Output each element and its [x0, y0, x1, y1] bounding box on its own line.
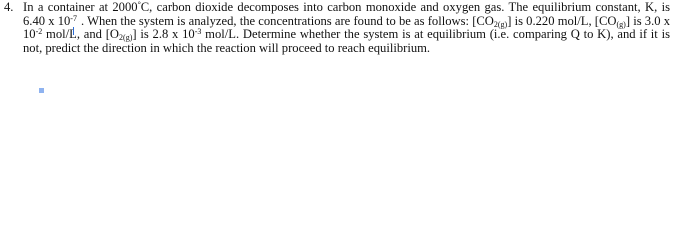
- question-block: [4, 1, 670, 55]
- question-text-part: C, carbon dioxide decomposes into carbon monoxide and oxygen gas. The equilibrium constant, K, is 6.40 x 10: [23, 0, 670, 28]
- o2-exponent: -3: [194, 27, 202, 37]
- question-text-part: ] is 3.0 x 10: [23, 13, 671, 42]
- k-exponent: -7: [70, 13, 77, 23]
- question-text-part: . When the system is analyzed, the concentrations are found to be as follows: [CO: [80, 13, 494, 28]
- question-number: 4.: [4, 0, 14, 14]
- co-state-subscript: (g): [616, 19, 626, 29]
- question-text: [23, 1, 670, 55]
- co2-state-subscript: 2(g): [493, 19, 508, 29]
- question-text-part: In a container at 2000: [23, 0, 138, 14]
- degree-symbol: °: [137, 0, 141, 9]
- o2-state-subscript: 2(g): [119, 33, 133, 43]
- co-exponent: -2: [35, 27, 43, 37]
- question-text-part: mol/L. Determine whether the system is at equilibrium (i.e. comparing Q to K), and if it is not, predict the direction in which the reaction will proceed to reach equilibrium.: [23, 27, 670, 55]
- question-text-part: mol/L, and [O: [42, 27, 120, 42]
- question-text-part: ] is 0.220 mol/L, [CO: [507, 13, 617, 28]
- question-text-part: ] is 2.8 x 10: [132, 27, 195, 42]
- selection-marker: [39, 88, 44, 93]
